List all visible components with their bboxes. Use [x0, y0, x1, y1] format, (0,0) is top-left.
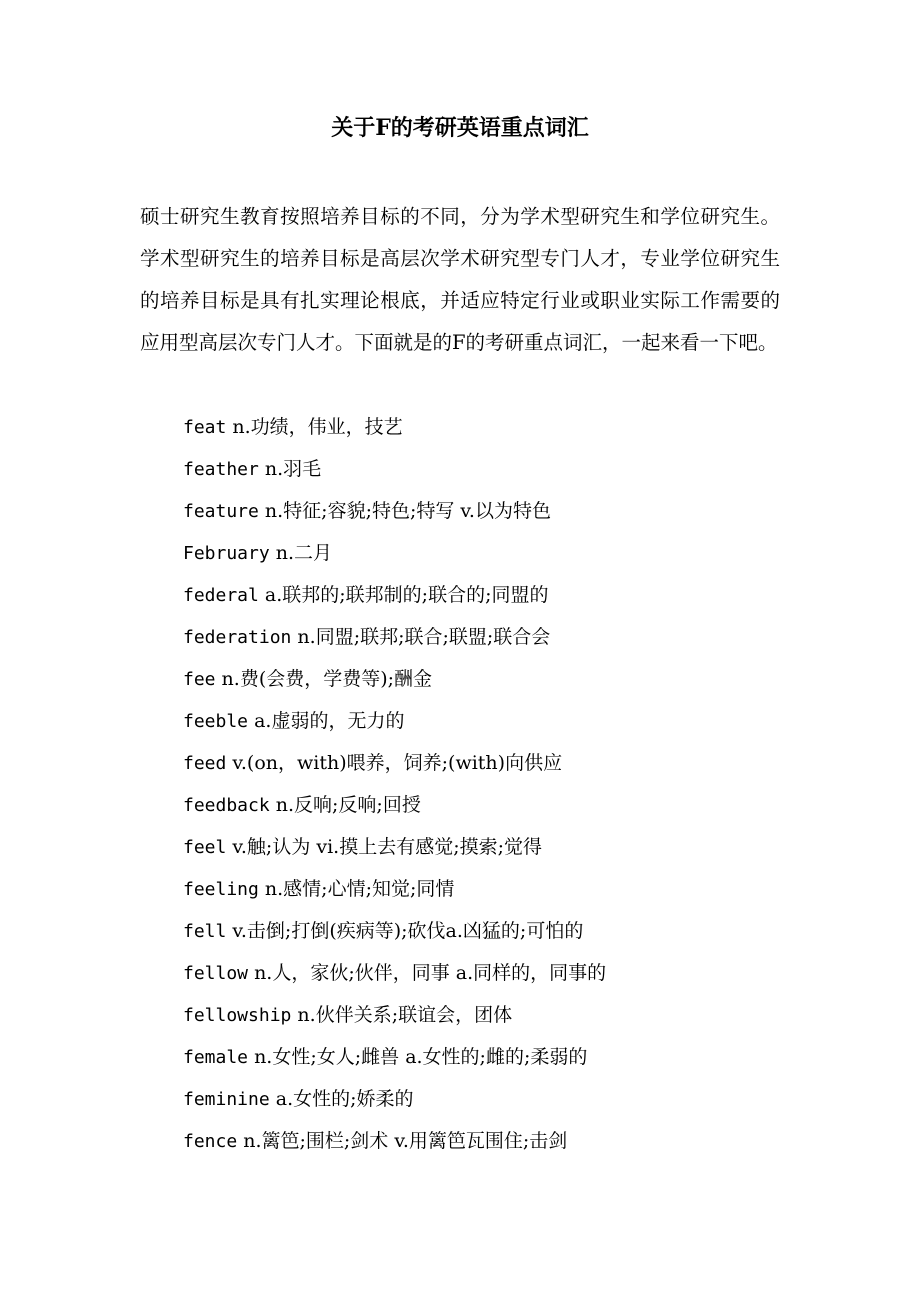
vocab-definition: n.功绩，伟业，技艺	[226, 416, 403, 438]
vocab-entry	[183, 826, 803, 868]
vocab-word: feature	[183, 501, 259, 522]
vocab-entry	[183, 406, 803, 448]
intro-paragraph: 硕士研究生教育按照培养目标的不同，分为学术型研究生和学位研究生。学术型研究生的培养目标是高层次学术研究型专门人才，专业学位研究生的培养目标是具有扎实理论根底，并适应特定行业或职业实际工作需要的应用型高层次专门人才。下面就是的F的考研重点词汇，一起来看一下吧。	[140, 205, 780, 354]
vocab-word: fence	[183, 1131, 238, 1152]
vocab-entry	[183, 448, 803, 490]
vocab-definition: n.羽毛	[258, 458, 322, 480]
vocab-definition: a.联邦的;联邦制的;联合的;同盟的	[258, 584, 549, 606]
vocab-word: feminine	[183, 1089, 270, 1110]
vocab-entry	[183, 1078, 803, 1120]
vocab-word: fell	[183, 921, 227, 942]
vocab-definition: n.二月	[269, 542, 333, 564]
vocab-entry	[183, 490, 803, 532]
document-title: 关于F的考研英语重点词汇	[331, 115, 589, 141]
vocab-definition: n.感情;心情;知觉;同情	[258, 878, 455, 900]
vocab-entry	[183, 1120, 803, 1162]
vocab-definition: n.伙伴关系;联谊会，团体	[291, 1004, 513, 1026]
vocab-word: feat	[183, 417, 227, 438]
vocab-definition: n.特征;容貌;特色;特写 v.以为特色	[258, 500, 551, 522]
vocab-word: fellow	[183, 963, 249, 984]
vocab-word: fee	[183, 669, 216, 690]
vocab-definition: n.同盟;联邦;联合;联盟;联合会	[291, 626, 551, 648]
vocab-word: fellowship	[183, 1005, 292, 1026]
vocab-entry	[183, 784, 803, 826]
vocab-definition: n.费(会费，学费等);酬金	[215, 668, 433, 690]
vocab-word: feeble	[183, 711, 249, 732]
vocab-entry	[183, 616, 803, 658]
vocab-word: feather	[183, 459, 259, 480]
vocab-definition: n.人，家伙;伙伴，同事 a.同样的，同事的	[248, 962, 607, 984]
vocab-entry	[183, 952, 803, 994]
vocab-entry	[183, 700, 803, 742]
vocab-definition: n.女性;女人;雌兽 a.女性的;雌的;柔弱的	[248, 1046, 588, 1068]
vocabulary-list	[183, 406, 803, 1162]
vocab-entry	[183, 574, 803, 616]
vocab-definition: n.篱笆;围栏;剑术 v.用篱笆瓦围住;击剑	[237, 1130, 568, 1152]
vocab-entry	[183, 742, 803, 784]
vocab-word: female	[183, 1047, 249, 1068]
vocab-word: federation	[183, 627, 292, 648]
vocab-definition: n.反响;反响;回授	[269, 794, 421, 816]
vocab-word: feedback	[183, 795, 270, 816]
vocab-word: federal	[183, 585, 259, 606]
vocab-definition: a.女性的;娇柔的	[269, 1088, 414, 1110]
vocab-definition: a.虚弱的，无力的	[248, 710, 405, 732]
vocab-entry	[183, 532, 803, 574]
vocab-entry	[183, 1036, 803, 1078]
vocab-definition: v.(on，with)喂养，饲养;(with)向供应	[226, 752, 563, 774]
vocab-word: February	[183, 543, 270, 564]
vocab-entry	[183, 994, 803, 1036]
vocab-entry	[183, 658, 803, 700]
vocab-entry	[183, 910, 803, 952]
vocab-word: feed	[183, 753, 227, 774]
vocab-entry	[183, 868, 803, 910]
vocab-word: feel	[183, 837, 227, 858]
vocab-definition: v.触;认为 vi.摸上去有感觉;摸索;觉得	[226, 836, 543, 858]
vocab-word: feeling	[183, 879, 259, 900]
vocab-definition: v.击倒;打倒(疾病等);砍伐a.凶猛的;可怕的	[226, 920, 584, 942]
